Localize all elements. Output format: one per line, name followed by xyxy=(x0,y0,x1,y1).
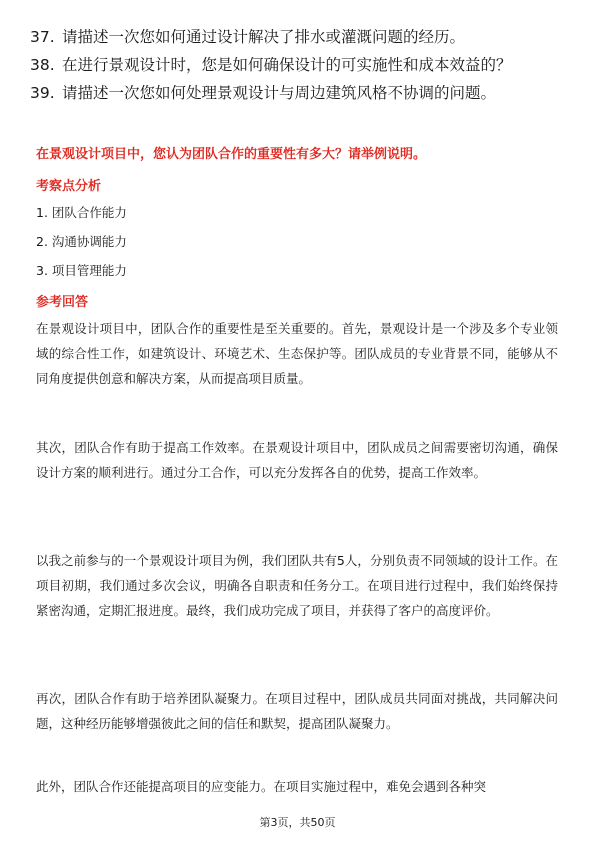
answer-paragraph: 此外，团队合作还能提高项目的应变能力。在项目实施过程中，难免会遇到各种突 xyxy=(36,779,487,794)
question-text: 请描述一次您如何处理景观设计与周边建筑风格不协调的问题。 xyxy=(62,84,497,102)
answer-paragraph: 其次，团队合作有助于提高工作效率。在景观设计项目中，团队成员之间需要密切沟通，确保设计方案的顺利进行。通过分工合作，可以充分发挥各自的优势，提高工作效率。 xyxy=(36,440,558,480)
question-number: 39. xyxy=(30,84,55,102)
answer-paragraph: 以我之前参与的一个景观设计项目为例，我们团队共有5人，分别负责不同领域的设计工作。在项目初期，我们通过多次会议，明确各自职责和任务分工。在项目进行过程中，我们始终保持紧密沟通，定期汇报进度。最终，我们成功完成了项目，并获得了客户的高度评价。 xyxy=(36,553,558,618)
answer-title: 参考回答 xyxy=(36,295,89,310)
answer-paragraph: 再次，团队合作有助于培养团队凝聚力。在项目过程中，团队成员共同面对挑战，共同解决问题，这种经历能够增强彼此之间的信任和默契，提高团队凝聚力。 xyxy=(36,691,558,731)
analysis-title: 考察点分析 xyxy=(36,179,102,194)
page-footer: 第3页，共50页 xyxy=(259,816,336,829)
question-text: 请描述一次您如何通过设计解决了排水或灌溉问题的经历。 xyxy=(62,28,466,46)
analysis-item: 2. 沟通协调能力 xyxy=(36,234,127,249)
analysis-item: 1. 团队合作能力 xyxy=(36,205,127,220)
answer-paragraph: 在景观设计项目中，团队合作的重要性是至关重要的。首先，景观设计是一个涉及多个专业领域的综合性工作，如建筑设计、环境艺术、生态保护等。团队成员的专业背景不同，能够从不同角度提供创意和解决方案，从而提高项目质量。 xyxy=(36,321,558,386)
question-list xyxy=(30,26,570,110)
question-number: 37. xyxy=(30,28,55,46)
list-item xyxy=(30,54,570,76)
list-item xyxy=(30,26,570,48)
list-item xyxy=(30,82,570,104)
main-question-heading: 在景观设计项目中，您认为团队合作的重要性有多大？请举例说明。 xyxy=(36,147,427,162)
analysis-item: 3. 项目管理能力 xyxy=(36,263,127,278)
question-number: 38. xyxy=(30,56,55,74)
question-text: 在进行景观设计时，您是如何确保设计的可实施性和成本效益的？ xyxy=(62,56,512,74)
